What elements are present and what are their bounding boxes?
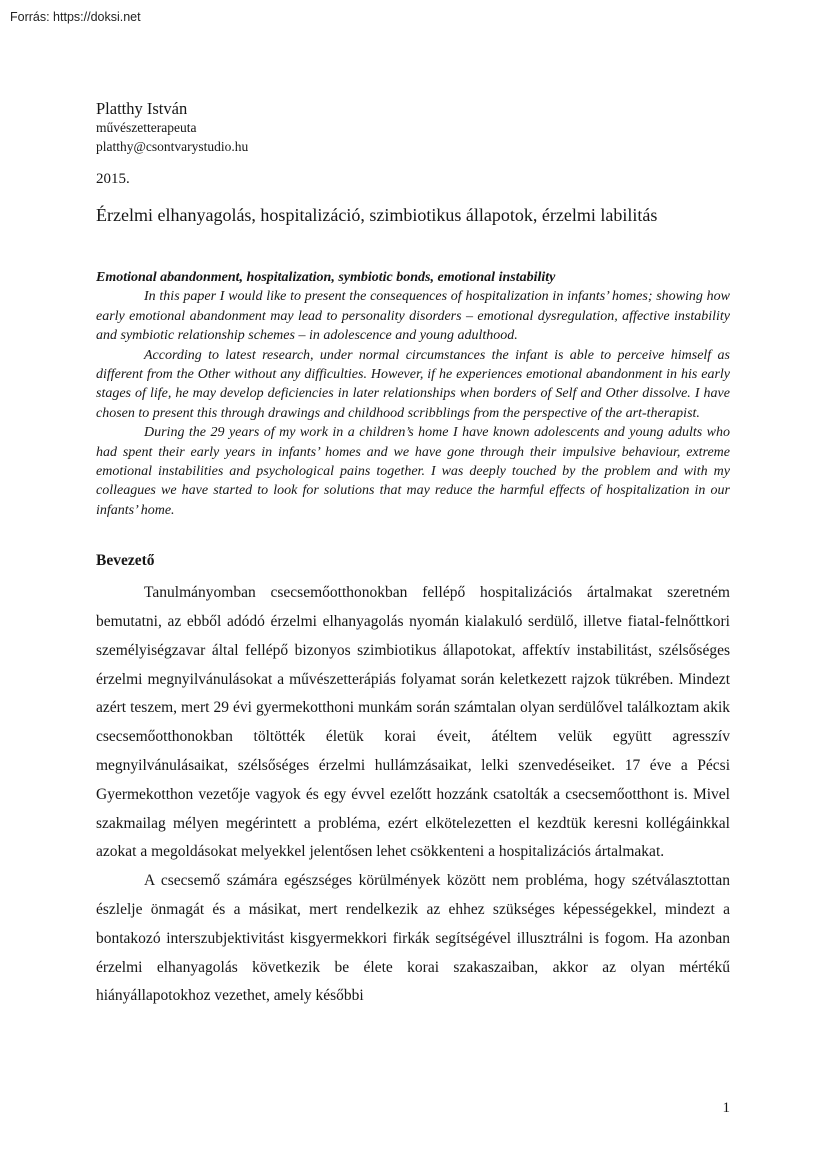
- abstract-paragraph-1: In this paper I would like to present the consequences of hospitalization in infants’ homes; showing how early emotional abandonment may lead to personality disorders – emotional dysregulation, affective instability and symbiotic relationship schemes – in adolescence and young adulthood.: [96, 289, 730, 344]
- author-block: [96, 98, 730, 156]
- document-title: Érzelmi elhanyagolás, hospitalizáció, szimbiotikus állapotok, érzelmi labilitás: [96, 205, 658, 225]
- author-name: Platthy István: [96, 99, 188, 118]
- body-paragraph-2: A csecsemő számára egészséges körülmények között nem probléma, hogy szétválasztottan észlelje önmagát és a másikat, mert rendelkezik az ehhez szükséges képességekkel, mindezt a bontakozó interszubjektivitást kisgyermekkori firkák segítségével illusztrálni is fogom. Ha azonban érzelmi elhanyagolás következik be élete korai szakaszaiban, akkor az olyan mértékű hiányállapotokhoz vezethet, amely későbbi: [96, 872, 730, 1005]
- author-email: platthy@csontvarystudio.hu: [96, 138, 249, 154]
- author-profession: művészetterapeuta: [96, 120, 197, 135]
- body-section: [96, 579, 730, 1011]
- abstract-heading: Emotional abandonment, hospitalization, symbiotic bonds, emotional instability: [96, 270, 556, 285]
- abstract-paragraph-3: During the 29 years of my work in a children’s home I have known adolescents and young adults who had spent their early years in infants’ homes and we have gone through their impulsive behaviour, extreme emotional instabilities and psychological pains together. I was deeply touched by the problem and with my colleagues we have started to look for solutions that may reduce the harmful effects of hospitalization in our infants’ home.: [96, 425, 730, 518]
- abstract-paragraph-2: According to latest research, under normal circumstances the infant is able to perceive himself as different from the Other without any difficulties. However, if he experiences emotional abandonment in his early stages of life, he may develop deficiencies in later relationships when borders of Self and Other dissolve. I have chosen to present this through drawings and childhood scribblings from the perspective of the art-therapist.: [96, 347, 730, 421]
- page-content: [96, 98, 730, 1011]
- source-url-label: Forrás: https://doksi.net: [10, 10, 141, 24]
- page-number: 1: [722, 1100, 730, 1116]
- section-heading-bevezeto: Bevezető: [96, 552, 155, 570]
- publication-year: 2015.: [96, 171, 130, 187]
- abstract-section: [96, 268, 730, 520]
- body-paragraph-1: Tanulmányomban csecsemőotthonokban fellépő hospitalizációs ártalmakat szeretném bemutatni, az ebből adódó érzelmi elhanyagolás nyomán kialakuló serdülő, illetve fiatal-felnőttkori személyiségzavar által fellépő bizonyos szimbiotikus állapotokat, affektív instabilitást, szélsőséges érzelmi megnyilvánulásokat a művészetterápiás folyamat során keletkezett rajzok tükrében. Mindezt azért teszem, mert 29 évi gyermekotthoni munkám során számtalan olyan serdülővel találkoztam akik csecsemőotthonokban töltötték életük korai éveit, átéltem velük együtt agresszív megnyilvánulásaikat, szélsőséges érzelmi hullámzásaikat, lelki szenvedéseiket. 17 éve a Pécsi Gyermekotthon vezetője vagyok és egy évvel ezelőtt hozzánk csatolták a csecsemőotthont is. Mivel szakmailag mélyen megérintett a probléma, ezért elkötelezetten el kezdtük keresni kollégáinkkal azokat a megoldásokat melyekkel jelentősen lehet csökkenteni a hospitalizációs ártalmakat.: [96, 584, 730, 861]
